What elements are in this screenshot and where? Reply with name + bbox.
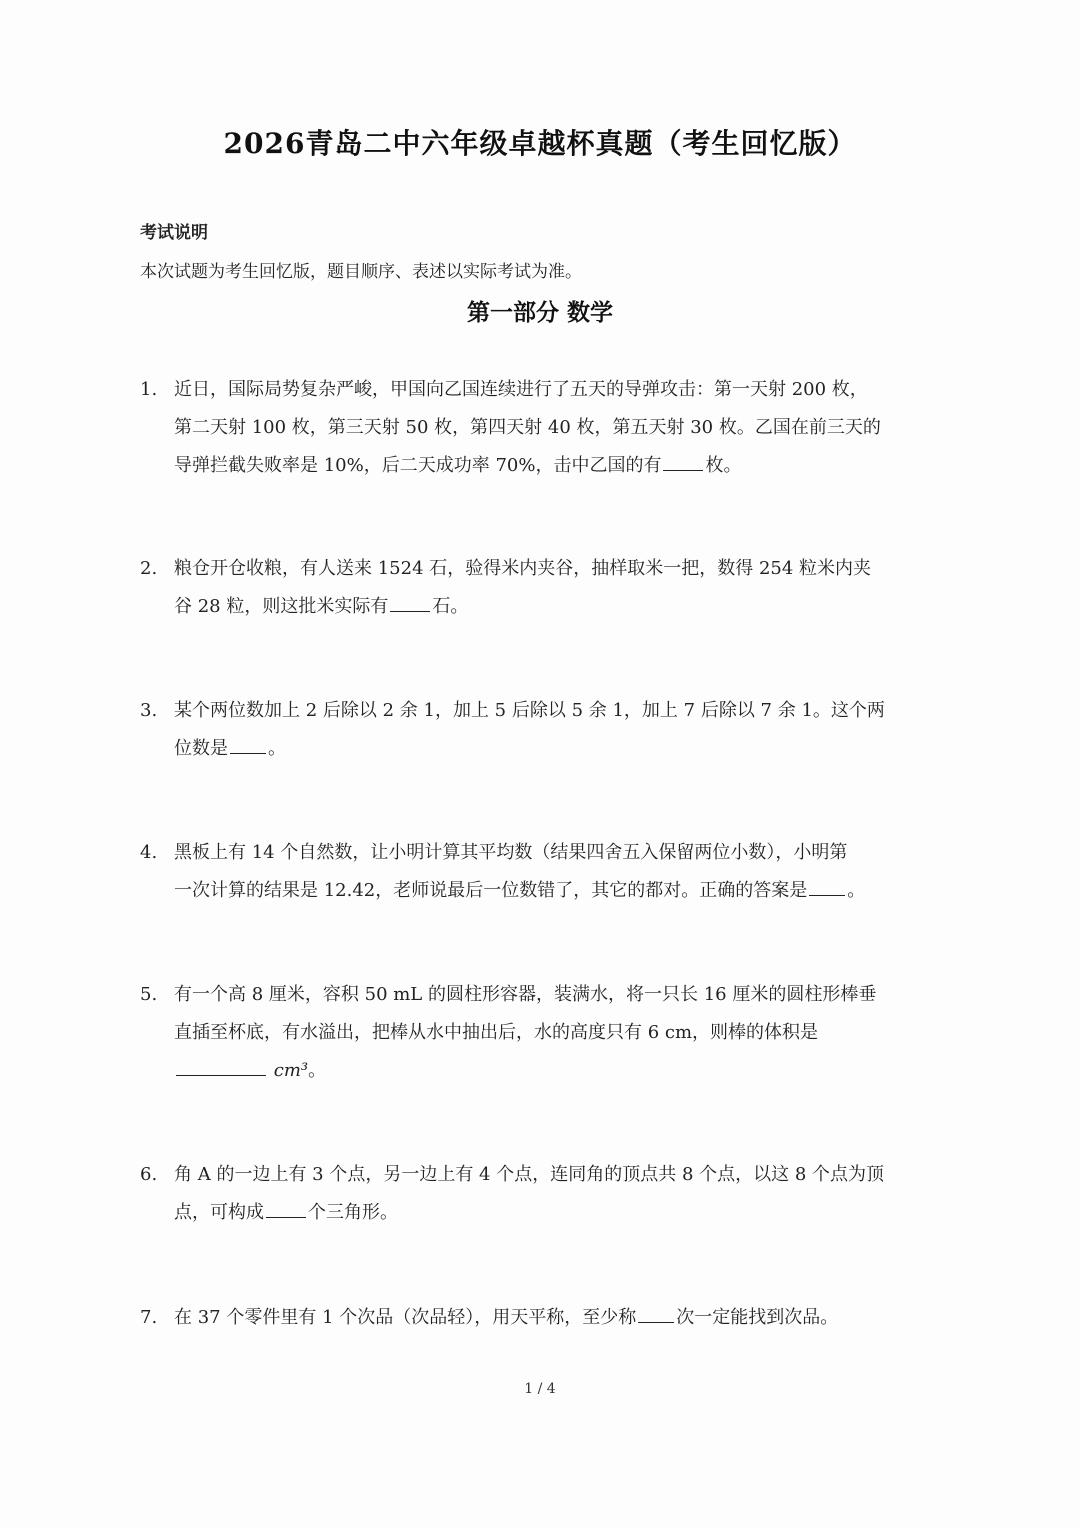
answer-blank[interactable] [809,875,845,896]
question-number: 6. [140,1164,158,1185]
question-5 [140,976,940,1090]
question-text: 个三角形。 [308,1202,398,1223]
question-text: 一次计算的结果是 12.42，老师说最后一位数错了，其它的都对。正确的答案是 [174,880,808,901]
answer-blank[interactable] [638,1302,674,1323]
question-text: 。 [268,738,286,759]
question-text-line [174,730,940,768]
answer-blank[interactable] [663,450,703,471]
unit-label: cm³ [273,1060,309,1081]
question-number: 4. [140,842,158,863]
question-text: 。 [847,880,866,901]
question-number: 2. [140,558,158,579]
question-text-line: 近日，国际局势复杂严峻，甲国向乙国连续进行了五天的导弹攻击：第一天射 200 枚， [174,379,868,400]
question-2 [140,550,940,626]
question-text: 导弹拦截失败率是 10%，后二天成功率 70%，击中乙国的有 [174,455,662,476]
answer-blank[interactable] [230,733,266,754]
question-number: 5. [140,984,158,1005]
question-text-line: 第二天射 100 枚，第三天射 50 枚，第四天射 40 枚，第五天射 30 枚。乙国在前三天的 [174,417,881,438]
question-6 [140,1156,940,1232]
question-text: 在 37 个零件里有 1 个次品（次品轻），用天平称，至少称 [174,1307,637,1328]
page-number: 1 / 4 [524,1381,556,1397]
question-text: 位数是 [174,738,228,759]
question-4 [140,834,940,910]
question-3 [140,692,940,768]
answer-blank[interactable] [266,1197,306,1218]
question-text-line: 有一个高 8 厘米，容积 50 mL 的圆柱形容器，装满水，将一只长 16 厘米的圆柱形棒垂 [174,984,877,1005]
question-text-line: 某个两位数加上 2 后除以 2 余 1，加上 5 后除以 5 余 1，加上 7 后除以 7 余 1。这个两 [174,700,885,721]
question-text-line [174,447,940,485]
question-text: 次一定能找到次品。 [676,1307,839,1328]
question-text-line [174,1194,940,1232]
page-title: 2026青岛二中六年级卓越杯真题（考生回忆版） [223,127,857,160]
question-7 [140,1299,940,1337]
exam-notes-text: 本次试题为考生回忆版，题目顺序、表述以实际考试为准。 [140,262,582,282]
question-number: 7. [140,1307,158,1328]
question-text: 点，可构成 [174,1202,264,1223]
answer-blank[interactable] [176,1055,266,1076]
question-text-line: 角 A 的一边上有 3 个点，另一边上有 4 个点，连同角的顶点共 8 个点，以这 8 个点为顶 [174,1164,885,1185]
question-number: 3. [140,700,158,721]
question-text-line [174,588,940,626]
question-text-line: 直插至杯底，有水溢出，把棒从水中抽出后，水的高度只有 6 cm，则棒的体积是 [174,1022,819,1043]
question-number: 1. [140,379,158,400]
question-text: 。 [308,1060,327,1081]
question-text-line [174,872,940,910]
question-text-line: 粮仓开仓收粮，有人送来 1524 石，验得米内夹谷，抽样取米一把，数得 254 粒米内夹 [174,558,872,579]
question-text: 石。 [432,596,469,617]
question-text-line [174,1052,940,1090]
question-text-line [174,1299,940,1337]
answer-blank[interactable] [390,591,430,612]
question-1 [140,371,940,485]
question-text-line: 黑板上有 14 个自然数，让小明计算其平均数（结果四舍五入保留两位小数），小明第 [174,842,848,863]
question-text: 谷 28 粒，则这批米实际有 [174,596,389,617]
section-title: 第一部分 数学 [466,299,613,326]
exam-notes-heading: 考试说明 [140,223,208,243]
question-text: 枚。 [705,455,742,476]
